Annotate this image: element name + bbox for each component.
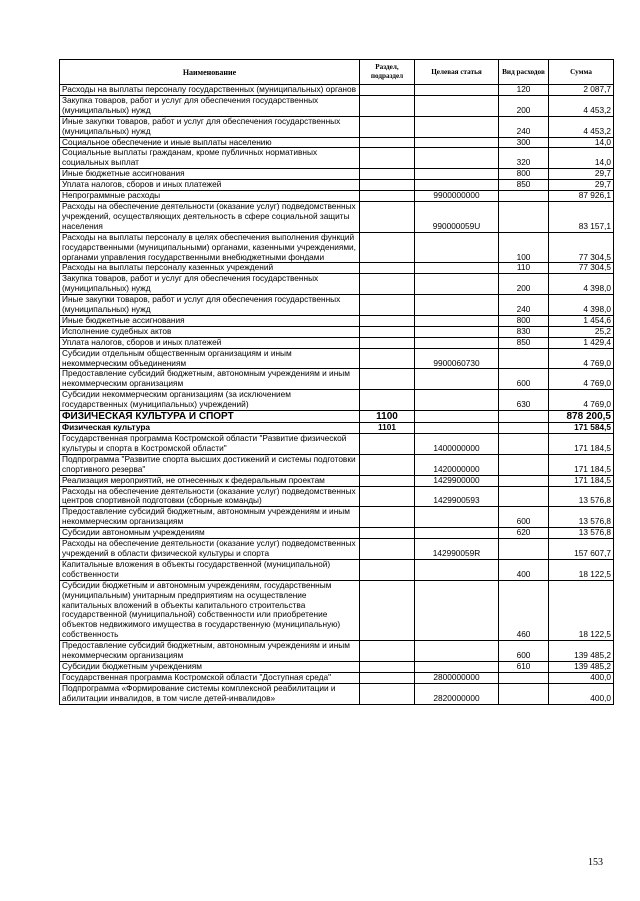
cell-type: [499, 201, 549, 232]
table-row: [60, 191, 614, 202]
header-type: Вид расходов: [499, 60, 549, 85]
cell-name: ФИЗИЧЕСКАЯ КУЛЬТУРА И СПОРТ: [60, 411, 360, 423]
cell-sum: 29,7: [549, 180, 614, 191]
cell-target: [415, 559, 499, 580]
table-row: [60, 580, 614, 640]
cell-type: 200: [499, 95, 549, 116]
table-row: [60, 232, 614, 263]
cell-section: [360, 337, 415, 348]
header-section: Раздел, подраздел: [360, 60, 415, 85]
cell-target: 1429900593: [415, 486, 499, 507]
cell-name: Субсидии бюджетным и автономным учреждениям, государственным (муниципальным) унитарным предприятиям на осуществление капитальных вложений в объекты капитального строительства государственной (муниципальной) собственности или приобретение объектов недвижимого имущества в государственную (муниципальную) собственность: [60, 580, 360, 640]
cell-target: [415, 411, 499, 423]
cell-section: [360, 369, 415, 390]
cell-sum: 4 398,0: [549, 295, 614, 316]
cell-type: [499, 411, 549, 423]
cell-sum: 157 607,7: [549, 539, 614, 560]
cell-type: 240: [499, 295, 549, 316]
table-row: [60, 274, 614, 295]
cell-type: [499, 434, 549, 455]
cell-sum: 171 184,5: [549, 434, 614, 455]
cell-target: [415, 423, 499, 434]
table-row: [60, 411, 614, 423]
cell-name: Реализация мероприятий, не отнесенных к федеральным проектам: [60, 475, 360, 486]
cell-type: 600: [499, 369, 549, 390]
cell-type: 800: [499, 315, 549, 326]
table-row: [60, 201, 614, 232]
cell-type: [499, 539, 549, 560]
cell-section: [360, 683, 415, 704]
cell-name: Непрограммные расходы: [60, 191, 360, 202]
table-row: [60, 539, 614, 560]
cell-section: [360, 539, 415, 560]
cell-target: [415, 390, 499, 411]
cell-type: 110: [499, 263, 549, 274]
cell-type: [499, 475, 549, 486]
cell-target: [415, 315, 499, 326]
cell-type: 850: [499, 180, 549, 191]
cell-section: [360, 641, 415, 662]
table-row: [60, 169, 614, 180]
header-name: Наименование: [60, 60, 360, 85]
cell-section: [360, 274, 415, 295]
cell-sum: 13 576,8: [549, 528, 614, 539]
cell-type: 460: [499, 580, 549, 640]
cell-sum: 139 485,2: [549, 661, 614, 672]
cell-type: [499, 672, 549, 683]
cell-name: Исполнение судебных актов: [60, 326, 360, 337]
cell-sum: 87 926,1: [549, 191, 614, 202]
cell-name: Расходы на обеспечение деятельности (оказание услуг) подведомственных центров спортивной подготовки (сборные команды): [60, 486, 360, 507]
cell-name: Иные закупки товаров, работ и услуг для обеспечения государственных (муниципальных) нужд: [60, 116, 360, 137]
table-row: [60, 337, 614, 348]
cell-name: Субсидии бюджетным учреждениям: [60, 661, 360, 672]
cell-type: 600: [499, 641, 549, 662]
cell-type: [499, 683, 549, 704]
cell-target: 2820000000: [415, 683, 499, 704]
cell-target: [415, 326, 499, 337]
cell-section: [360, 434, 415, 455]
cell-sum: 14,0: [549, 148, 614, 169]
cell-sum: 1 454,6: [549, 315, 614, 326]
table-body: [60, 85, 614, 705]
table-row: [60, 559, 614, 580]
cell-section: [360, 263, 415, 274]
cell-target: [415, 274, 499, 295]
cell-target: [415, 232, 499, 263]
cell-section: [360, 672, 415, 683]
cell-name: Предоставление субсидий бюджетным, автономным учреждениям и иным некоммерческим организациям: [60, 369, 360, 390]
cell-name: Расходы на выплаты персоналу государственных (муниципальных) органов: [60, 85, 360, 96]
cell-sum: 4 769,0: [549, 348, 614, 369]
cell-type: [499, 348, 549, 369]
cell-name: Капитальные вложения в объекты государственной (муниципальной) собственности: [60, 559, 360, 580]
cell-target: 2800000000: [415, 672, 499, 683]
cell-name: Иные бюджетные ассигнования: [60, 169, 360, 180]
cell-section: [360, 295, 415, 316]
cell-section: [360, 137, 415, 148]
table-row: [60, 315, 614, 326]
cell-section: [360, 348, 415, 369]
cell-target: 9900060730: [415, 348, 499, 369]
cell-name: Социальные выплаты гражданам, кроме публичных нормативных социальных выплат: [60, 148, 360, 169]
cell-sum: 4 453,2: [549, 116, 614, 137]
header-target: Целевая статья: [415, 60, 499, 85]
cell-sum: 18 122,5: [549, 580, 614, 640]
table-row: [60, 348, 614, 369]
cell-sum: 77 304,5: [549, 263, 614, 274]
table-row: [60, 180, 614, 191]
cell-type: 830: [499, 326, 549, 337]
cell-target: [415, 180, 499, 191]
cell-sum: 4 769,0: [549, 390, 614, 411]
cell-name: Уплата налогов, сборов и иных платежей: [60, 337, 360, 348]
cell-name: Государственная программа Костромской области "Развитие физической культуры и спорта в Костромской области": [60, 434, 360, 455]
table-row: [60, 507, 614, 528]
cell-section: [360, 85, 415, 96]
cell-type: [499, 454, 549, 475]
cell-name: Подпрограмма "Развитие спорта высших достижений и системы подготовки спортивного резерва": [60, 454, 360, 475]
cell-sum: 29,7: [549, 169, 614, 180]
table-header-row: [60, 60, 614, 85]
cell-type: [499, 423, 549, 434]
cell-type: 240: [499, 116, 549, 137]
cell-section: [360, 661, 415, 672]
table-row: [60, 263, 614, 274]
cell-target: [415, 507, 499, 528]
cell-sum: 400,0: [549, 672, 614, 683]
cell-name: Расходы на выплаты персоналу казенных учреждений: [60, 263, 360, 274]
cell-type: 320: [499, 148, 549, 169]
cell-section: [360, 95, 415, 116]
table-row: [60, 137, 614, 148]
cell-target: 1429900000: [415, 475, 499, 486]
cell-name: Социальное обеспечение и иные выплаты населению: [60, 137, 360, 148]
table-row: [60, 486, 614, 507]
cell-type: 800: [499, 169, 549, 180]
cell-section: [360, 180, 415, 191]
cell-type: 620: [499, 528, 549, 539]
table-row: [60, 672, 614, 683]
cell-target: [415, 580, 499, 640]
cell-section: [360, 528, 415, 539]
cell-sum: 25,2: [549, 326, 614, 337]
table-row: [60, 454, 614, 475]
cell-sum: 878 200,5: [549, 411, 614, 423]
table-row: [60, 528, 614, 539]
cell-name: Государственная программа Костромской области "Доступная среда": [60, 672, 360, 683]
cell-section: 1100: [360, 411, 415, 423]
cell-name: Субсидии автономным учреждениям: [60, 528, 360, 539]
cell-section: [360, 201, 415, 232]
cell-target: 1400000000: [415, 434, 499, 455]
table-row: [60, 85, 614, 96]
header-sum: Сумма: [549, 60, 614, 85]
cell-name: Физическая культура: [60, 423, 360, 434]
cell-type: [499, 486, 549, 507]
cell-name: Расходы на выплаты персоналу в целях обеспечения выполнения функций государственными (муниципальными) органами, казенными учреждениями, органами управления государственными внебюджетными фондами: [60, 232, 360, 263]
table-row: [60, 683, 614, 704]
cell-target: [415, 369, 499, 390]
cell-section: [360, 486, 415, 507]
page-number: 153: [588, 857, 603, 868]
cell-type: 200: [499, 274, 549, 295]
cell-name: Иные бюджетные ассигнования: [60, 315, 360, 326]
cell-sum: 400,0: [549, 683, 614, 704]
cell-sum: 77 304,5: [549, 232, 614, 263]
cell-section: [360, 390, 415, 411]
cell-name: Подпрограмма «Формирование системы комплексной реабилитации и абилитации инвалидов, в том числе детей-инвалидов»: [60, 683, 360, 704]
cell-target: 142990059R: [415, 539, 499, 560]
cell-sum: 4 398,0: [549, 274, 614, 295]
table-row: [60, 95, 614, 116]
cell-type: 600: [499, 507, 549, 528]
cell-sum: 171 184,5: [549, 475, 614, 486]
budget-table: [59, 59, 614, 705]
cell-name: Закупка товаров, работ и услуг для обеспечения государственных (муниципальных) нужд: [60, 274, 360, 295]
cell-target: [415, 661, 499, 672]
cell-sum: 13 576,8: [549, 486, 614, 507]
cell-section: [360, 454, 415, 475]
cell-sum: 14,0: [549, 137, 614, 148]
cell-sum: 4 769,0: [549, 369, 614, 390]
cell-target: [415, 528, 499, 539]
table-row: [60, 641, 614, 662]
table-row: [60, 434, 614, 455]
cell-target: [415, 337, 499, 348]
cell-sum: 13 576,8: [549, 507, 614, 528]
table-row: [60, 116, 614, 137]
cell-type: 850: [499, 337, 549, 348]
cell-section: 1101: [360, 423, 415, 434]
cell-sum: 18 122,5: [549, 559, 614, 580]
cell-type: 120: [499, 85, 549, 96]
table-row: [60, 390, 614, 411]
cell-name: Субсидии некоммерческим организациям (за исключением государственных (муниципальных) учреждений): [60, 390, 360, 411]
cell-name: Предоставление субсидий бюджетным, автономным учреждениям и иным некоммерческим организациям: [60, 507, 360, 528]
cell-type: 100: [499, 232, 549, 263]
cell-section: [360, 475, 415, 486]
cell-name: Уплата налогов, сборов и иных платежей: [60, 180, 360, 191]
cell-sum: 2 087,7: [549, 85, 614, 96]
cell-target: [415, 263, 499, 274]
table-row: [60, 423, 614, 434]
cell-target: [415, 137, 499, 148]
cell-sum: 1 429,4: [549, 337, 614, 348]
cell-target: [415, 116, 499, 137]
cell-target: [415, 95, 499, 116]
cell-sum: 83 157,1: [549, 201, 614, 232]
cell-type: 630: [499, 390, 549, 411]
cell-section: [360, 191, 415, 202]
cell-name: Иные закупки товаров, работ и услуг для обеспечения государственных (муниципальных) нужд: [60, 295, 360, 316]
table-row: [60, 475, 614, 486]
cell-section: [360, 507, 415, 528]
cell-section: [360, 116, 415, 137]
cell-target: [415, 295, 499, 316]
cell-sum: 171 584,5: [549, 423, 614, 434]
cell-type: [499, 191, 549, 202]
table-row: [60, 369, 614, 390]
cell-section: [360, 148, 415, 169]
cell-name: Закупка товаров, работ и услуг для обеспечения государственных (муниципальных) нужд: [60, 95, 360, 116]
table-row: [60, 148, 614, 169]
cell-type: 400: [499, 559, 549, 580]
cell-section: [360, 580, 415, 640]
cell-target: [415, 641, 499, 662]
cell-section: [360, 315, 415, 326]
cell-sum: 171 184,5: [549, 454, 614, 475]
cell-target: 990000059U: [415, 201, 499, 232]
cell-name: Предоставление субсидий бюджетным, автономным учреждениям и иным некоммерческим организациям: [60, 641, 360, 662]
cell-section: [360, 326, 415, 337]
cell-target: [415, 169, 499, 180]
cell-sum: 4 453,2: [549, 95, 614, 116]
cell-type: 300: [499, 137, 549, 148]
cell-name: Расходы на обеспечение деятельности (оказание услуг) подведомственных учреждений в области физической культуры и спорта: [60, 539, 360, 560]
cell-section: [360, 169, 415, 180]
table-row: [60, 326, 614, 337]
cell-target: [415, 148, 499, 169]
table-row: [60, 295, 614, 316]
cell-target: 9900000000: [415, 191, 499, 202]
budget-page: [59, 59, 613, 705]
cell-section: [360, 232, 415, 263]
cell-sum: 139 485,2: [549, 641, 614, 662]
table-row: [60, 661, 614, 672]
cell-name: Расходы на обеспечение деятельности (оказание услуг) подведомственных учреждений, осуществляющих деятельность в сфере социальной защиты населения: [60, 201, 360, 232]
cell-target: [415, 85, 499, 96]
cell-type: 610: [499, 661, 549, 672]
cell-name: Субсидии отдельным общественным организациям и иным некоммерческим объединениям: [60, 348, 360, 369]
cell-target: 1420000000: [415, 454, 499, 475]
cell-section: [360, 559, 415, 580]
